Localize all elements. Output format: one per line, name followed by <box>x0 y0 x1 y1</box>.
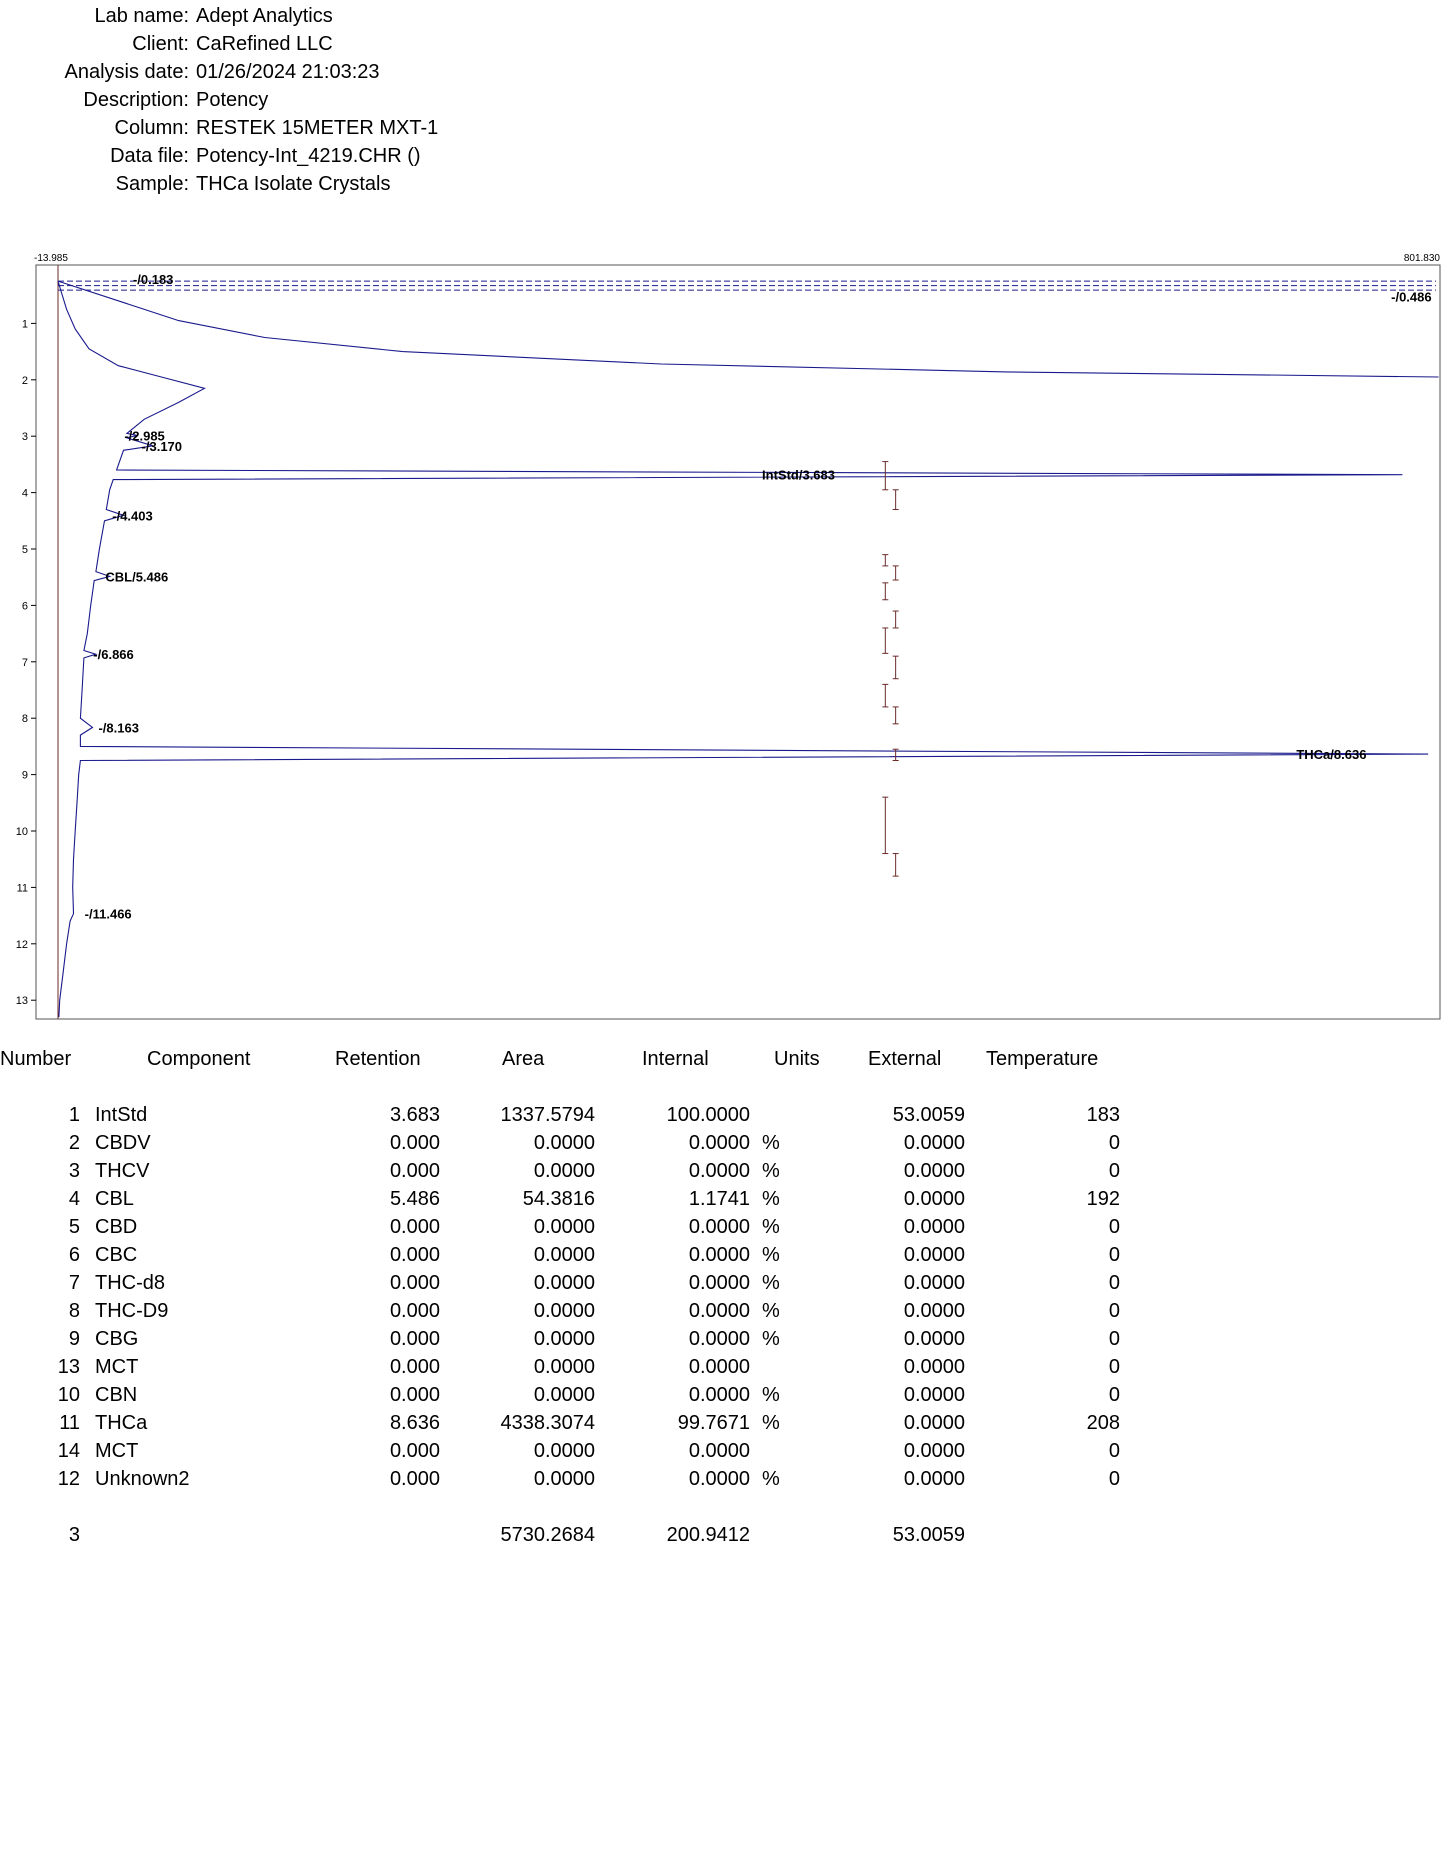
table-row <box>0 1465 1445 1493</box>
chromatogram-chart <box>0 245 1445 1025</box>
x-min-label: -13.985 <box>34 253 68 264</box>
cell-component: MCT <box>95 1356 139 1378</box>
cell-units: % <box>762 1244 780 1266</box>
cell-component: THCa <box>95 1412 148 1434</box>
cell-area: 1337.5794 <box>500 1104 595 1126</box>
cell-internal: 0.0000 <box>688 1468 750 1490</box>
header-field-label: Client: <box>132 33 189 55</box>
cell-external: 0.0000 <box>903 1328 965 1350</box>
table-row <box>0 1213 1445 1241</box>
cell-internal: 0.0000 <box>688 1132 750 1154</box>
cell-number: 5 <box>68 1216 80 1238</box>
header-field-label: Analysis date: <box>64 61 189 83</box>
cell-temperature: 0 <box>1108 1300 1120 1322</box>
cell-external: 0.0000 <box>903 1244 965 1266</box>
cell-external: 0.0000 <box>903 1132 965 1154</box>
total-area: 5730.2684 <box>500 1524 595 1546</box>
cell-number: 13 <box>57 1356 80 1378</box>
chromatogram-trace <box>58 281 1428 1017</box>
column-header: Units <box>774 1048 820 1070</box>
cell-units: % <box>762 1300 780 1322</box>
peak-label: -/2.985 <box>124 428 165 444</box>
cell-retention: 0.000 <box>389 1356 440 1378</box>
header-field-label: Sample: <box>115 173 189 195</box>
cell-component: THC-D9 <box>95 1300 169 1322</box>
cell-area: 0.0000 <box>533 1440 595 1462</box>
cell-units: % <box>762 1160 780 1182</box>
cell-number: 3 <box>68 1160 80 1182</box>
cell-internal: 1.1741 <box>688 1188 750 1210</box>
baseline-drift-trace <box>58 281 1439 377</box>
cell-component: CBC <box>95 1244 138 1266</box>
cell-temperature: 0 <box>1108 1384 1120 1406</box>
cell-external: 0.0000 <box>903 1216 965 1238</box>
cell-area: 0.0000 <box>533 1216 595 1238</box>
column-header: Area <box>502 1048 545 1070</box>
header-field-value: THCa Isolate Crystals <box>196 173 391 195</box>
cell-area: 0.0000 <box>533 1160 595 1182</box>
cell-number: 9 <box>68 1328 80 1350</box>
cell-component: MCT <box>95 1440 139 1462</box>
cell-temperature: 208 <box>1086 1412 1120 1434</box>
cell-retention: 0.000 <box>389 1160 440 1182</box>
peak-label: -/0.183 <box>132 271 174 287</box>
cell-component: CBG <box>95 1328 139 1350</box>
cell-temperature: 183 <box>1086 1104 1120 1126</box>
column-header: Internal <box>642 1048 709 1070</box>
y-tick-label: 8 <box>21 713 28 726</box>
cell-units: % <box>762 1328 780 1350</box>
y-tick-label: 9 <box>21 769 28 782</box>
cell-temperature: 0 <box>1108 1356 1120 1378</box>
cell-external: 0.0000 <box>903 1384 965 1406</box>
cell-area: 0.0000 <box>533 1300 595 1322</box>
table-footer-totals <box>0 1521 1445 1549</box>
peak-label: -/6.866 <box>93 647 134 663</box>
peak-label: -/4.403 <box>112 508 153 524</box>
cell-units: % <box>762 1132 780 1154</box>
cell-internal: 0.0000 <box>688 1216 750 1238</box>
cell-retention: 0.000 <box>389 1440 440 1462</box>
cell-retention: 0.000 <box>389 1328 440 1350</box>
total-external: 53.0059 <box>892 1524 965 1546</box>
cell-area: 0.0000 <box>533 1272 595 1294</box>
table-row <box>0 1101 1445 1129</box>
peak-label: -/8.163 <box>98 720 139 736</box>
header-field <box>0 30 600 58</box>
cell-temperature: 0 <box>1108 1132 1120 1154</box>
cell-retention: 0.000 <box>389 1216 440 1238</box>
header-field <box>0 114 600 142</box>
peak-label: CBL/5.486 <box>105 569 169 585</box>
cell-retention: 0.000 <box>389 1384 440 1406</box>
cell-number: 12 <box>57 1468 80 1490</box>
header-field-value: 01/26/2024 21:03:23 <box>196 61 380 83</box>
cell-internal: 0.0000 <box>688 1440 750 1462</box>
cell-retention: 0.000 <box>389 1272 440 1294</box>
cell-retention: 0.000 <box>389 1244 440 1266</box>
cell-internal: 0.0000 <box>688 1328 750 1350</box>
header-field-value: Potency-Int_4219.CHR () <box>196 145 421 167</box>
cell-area: 0.0000 <box>533 1328 595 1350</box>
total-internal: 200.9412 <box>666 1524 750 1546</box>
cell-units: % <box>762 1216 780 1238</box>
table-row <box>0 1325 1445 1353</box>
cell-temperature: 192 <box>1086 1188 1120 1210</box>
cell-external: 0.0000 <box>903 1412 965 1434</box>
table-row <box>0 1409 1445 1437</box>
header-field-value: CaRefined LLC <box>196 33 333 55</box>
cell-internal: 0.0000 <box>688 1160 750 1182</box>
table-row <box>0 1269 1445 1297</box>
cell-component: CBDV <box>95 1132 151 1154</box>
table-row <box>0 1241 1445 1269</box>
cell-number: 11 <box>59 1412 80 1434</box>
cell-retention: 8.636 <box>389 1412 440 1434</box>
cell-component: CBD <box>95 1216 138 1238</box>
header-field <box>0 86 600 114</box>
cell-units: % <box>762 1272 780 1294</box>
cell-area: 0.0000 <box>533 1132 595 1154</box>
cell-external: 0.0000 <box>903 1356 965 1378</box>
peak-label: -/11.466 <box>84 906 132 922</box>
cell-area: 54.3816 <box>522 1188 595 1210</box>
cell-units: % <box>762 1384 780 1406</box>
cell-temperature: 0 <box>1108 1244 1120 1266</box>
column-header: Number <box>0 1048 72 1070</box>
cell-external: 53.0059 <box>892 1104 965 1126</box>
cell-internal: 0.0000 <box>688 1244 750 1266</box>
cell-area: 0.0000 <box>533 1356 595 1378</box>
cell-retention: 3.683 <box>389 1104 440 1126</box>
column-header: Component <box>147 1048 251 1070</box>
y-tick-label: 6 <box>21 600 28 613</box>
table-row <box>0 1157 1445 1185</box>
cell-external: 0.0000 <box>903 1188 965 1210</box>
cell-area: 0.0000 <box>533 1468 595 1490</box>
cell-internal: 0.0000 <box>688 1300 750 1322</box>
cell-temperature: 0 <box>1108 1216 1120 1238</box>
header-field-value: Potency <box>196 89 269 111</box>
table-row <box>0 1353 1445 1381</box>
cell-temperature: 0 <box>1108 1160 1120 1182</box>
column-header: External <box>868 1048 942 1070</box>
peak-label: -/0.486 <box>1391 289 1432 305</box>
cell-component: IntStd <box>95 1104 148 1126</box>
cell-external: 0.0000 <box>903 1468 965 1490</box>
header-field <box>0 142 600 170</box>
column-header: Temperature <box>986 1048 1099 1070</box>
cell-internal: 100.0000 <box>666 1104 750 1126</box>
cell-temperature: 0 <box>1108 1440 1120 1462</box>
y-tick-label: 3 <box>21 431 28 444</box>
cell-number: 14 <box>57 1440 80 1462</box>
y-tick-label: 13 <box>15 995 28 1008</box>
cell-external: 0.0000 <box>903 1160 965 1182</box>
cell-area: 0.0000 <box>533 1384 595 1406</box>
header-field <box>0 2 600 30</box>
cell-number: 4 <box>68 1188 80 1210</box>
cell-units: % <box>762 1188 780 1210</box>
cell-component: Unknown2 <box>95 1468 190 1490</box>
cell-units: % <box>762 1468 780 1490</box>
table-row <box>0 1381 1445 1409</box>
cell-retention: 5.486 <box>389 1188 440 1210</box>
y-tick-label: 4 <box>21 487 28 500</box>
cell-external: 0.0000 <box>903 1440 965 1462</box>
y-tick-label: 1 <box>21 318 28 331</box>
header-field <box>0 170 600 198</box>
cell-number: 6 <box>68 1244 80 1266</box>
table-row <box>0 1437 1445 1465</box>
peak-label: -/3.170 <box>141 438 183 454</box>
cell-area: 4338.3074 <box>500 1412 595 1434</box>
header-field-label: Column: <box>114 117 189 139</box>
cell-temperature: 0 <box>1108 1328 1120 1350</box>
plot-frame <box>36 265 1440 1019</box>
cell-area: 0.0000 <box>533 1244 595 1266</box>
cell-number: 10 <box>57 1384 80 1406</box>
header-field-label: Description: <box>83 89 189 111</box>
y-tick-label: 5 <box>21 544 28 556</box>
y-tick-label: 11 <box>16 882 28 895</box>
cell-component: CBN <box>95 1384 138 1406</box>
x-max-label: 801.830 <box>1403 253 1440 264</box>
cell-internal: 0.0000 <box>688 1356 750 1378</box>
cell-number: 1 <box>68 1104 80 1126</box>
y-tick-label: 2 <box>21 374 28 387</box>
cell-retention: 0.000 <box>389 1468 440 1490</box>
y-tick-label: 12 <box>15 938 28 951</box>
total-number: 3 <box>68 1524 80 1546</box>
cell-component: THCV <box>95 1160 150 1182</box>
cell-internal: 0.0000 <box>688 1272 750 1294</box>
header-field-value: RESTEK 15METER MXT-1 <box>196 117 439 139</box>
y-tick-label: 7 <box>21 656 28 669</box>
y-tick-label: 10 <box>15 826 28 838</box>
header-field-value: Adept Analytics <box>196 5 333 27</box>
cell-units: % <box>762 1412 780 1434</box>
header-field-label: Lab name: <box>94 5 189 27</box>
cell-external: 0.0000 <box>903 1300 965 1322</box>
peak-label: IntStd/3.683 <box>762 467 836 483</box>
cell-number: 8 <box>68 1300 80 1322</box>
cell-internal: 0.0000 <box>688 1384 750 1406</box>
cell-internal: 99.7671 <box>677 1412 750 1434</box>
cell-retention: 0.000 <box>389 1300 440 1322</box>
header-field-label: Data file: <box>110 145 189 167</box>
cell-temperature: 0 <box>1108 1272 1120 1294</box>
header-field <box>0 58 600 86</box>
cell-temperature: 0 <box>1108 1468 1120 1490</box>
cell-component: THC-d8 <box>95 1272 166 1294</box>
peak-label: THCa/8.636 <box>1296 747 1367 763</box>
cell-number: 2 <box>68 1132 80 1154</box>
cell-external: 0.0000 <box>903 1272 965 1294</box>
column-header: Retention <box>335 1048 421 1070</box>
table-header <box>0 1045 1445 1073</box>
table-row <box>0 1185 1445 1213</box>
cell-number: 7 <box>68 1272 80 1294</box>
cell-component: CBL <box>95 1188 134 1210</box>
table-row <box>0 1129 1445 1157</box>
table-row <box>0 1297 1445 1325</box>
cell-retention: 0.000 <box>389 1132 440 1154</box>
